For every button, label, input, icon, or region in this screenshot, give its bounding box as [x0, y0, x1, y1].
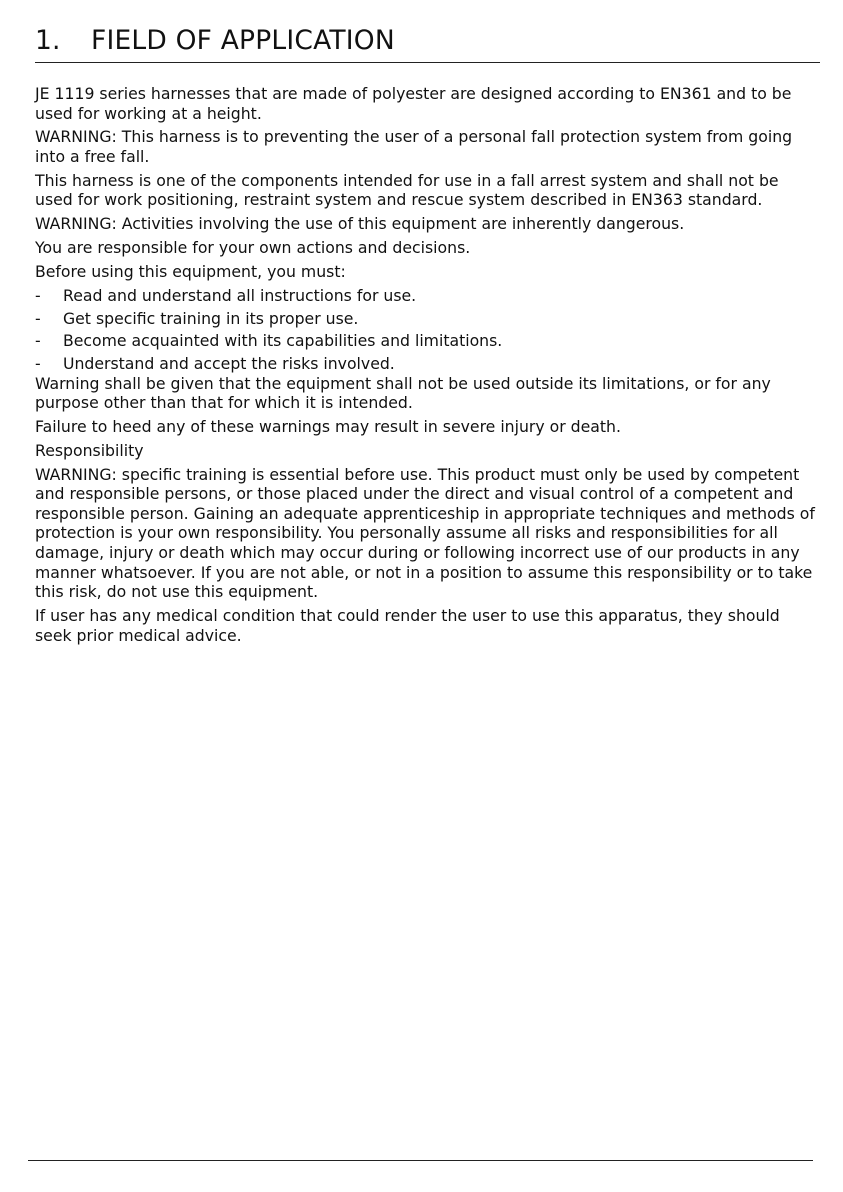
list-item — [35, 354, 820, 374]
section-number: 1. — [35, 25, 61, 56]
list-bullet: - — [35, 354, 41, 374]
list-item-text: Become acquainted with its capabilities and limitations. — [63, 331, 503, 351]
paragraph-failure: Failure to heed any of these warnings may result in severe injury or death. — [35, 417, 621, 437]
section-title: FIELD OF APPLICATION — [91, 25, 395, 56]
list-bullet: - — [35, 331, 41, 351]
list-item-text: Understand and accept the risks involved. — [63, 354, 395, 374]
list-bullet: - — [35, 286, 41, 306]
list-item — [35, 309, 820, 329]
list-item-text: Get specific training in its proper use. — [63, 308, 359, 328]
list-item — [35, 286, 820, 306]
paragraph-medical: If user has any medical condition that could render the user to use this apparatus, they should seek prior medical advice. — [35, 605, 780, 645]
paragraph-responsible: You are responsible for your own actions and decisions. — [35, 237, 471, 257]
list-item — [35, 331, 820, 351]
paragraph-warning-free-fall: WARNING: This harness is to preventing the user of a personal fall protection system from going into a free fall. — [35, 127, 793, 166]
list-bullet: - — [35, 308, 41, 328]
list-item-text: Read and understand all instructions for use. — [63, 286, 417, 306]
paragraph-warning-dangerous: WARNING: Activities involving the use of this equipment are inherently dangerous. — [35, 214, 685, 234]
requirements-list — [35, 286, 820, 373]
paragraph-component-use: This harness is one of the components intended for use in a fall arrest system and shall not be used for work positioning, restraint system and rescue system described in EN363 standard. — [35, 170, 779, 210]
section-heading — [35, 22, 820, 63]
paragraph-training-warning: WARNING: specific training is essential before use. This product must only be used by competent and responsible persons, or those placed under the direct and visual control of a competent and responsible person. Gaining an adequate apprenticeship in appropriate techniques and methods of protection is your own responsibility. You personally assume all risks and responsibilities for all damage, injury or death which may occur during or following incorrect use of our products in any manner whatsoever. If you are not able, or not in a position to assume this responsibility or to take this risk, do not use this equipment. — [35, 464, 815, 602]
paragraph-before-using: Before using this equipment, you must: — [35, 261, 346, 281]
subheading-responsibility: Responsibility — [35, 440, 144, 460]
footer-divider — [28, 1160, 813, 1161]
paragraph-scope: JE 1119 series harnesses that are made of polyester are designed according to EN361 and to be used for working at a height. — [35, 84, 792, 123]
section-body — [35, 84, 820, 649]
paragraph-limitations: Warning shall be given that the equipment shall not be used outside its limitations, or for any purpose other than that for which it is intended. — [35, 373, 771, 413]
